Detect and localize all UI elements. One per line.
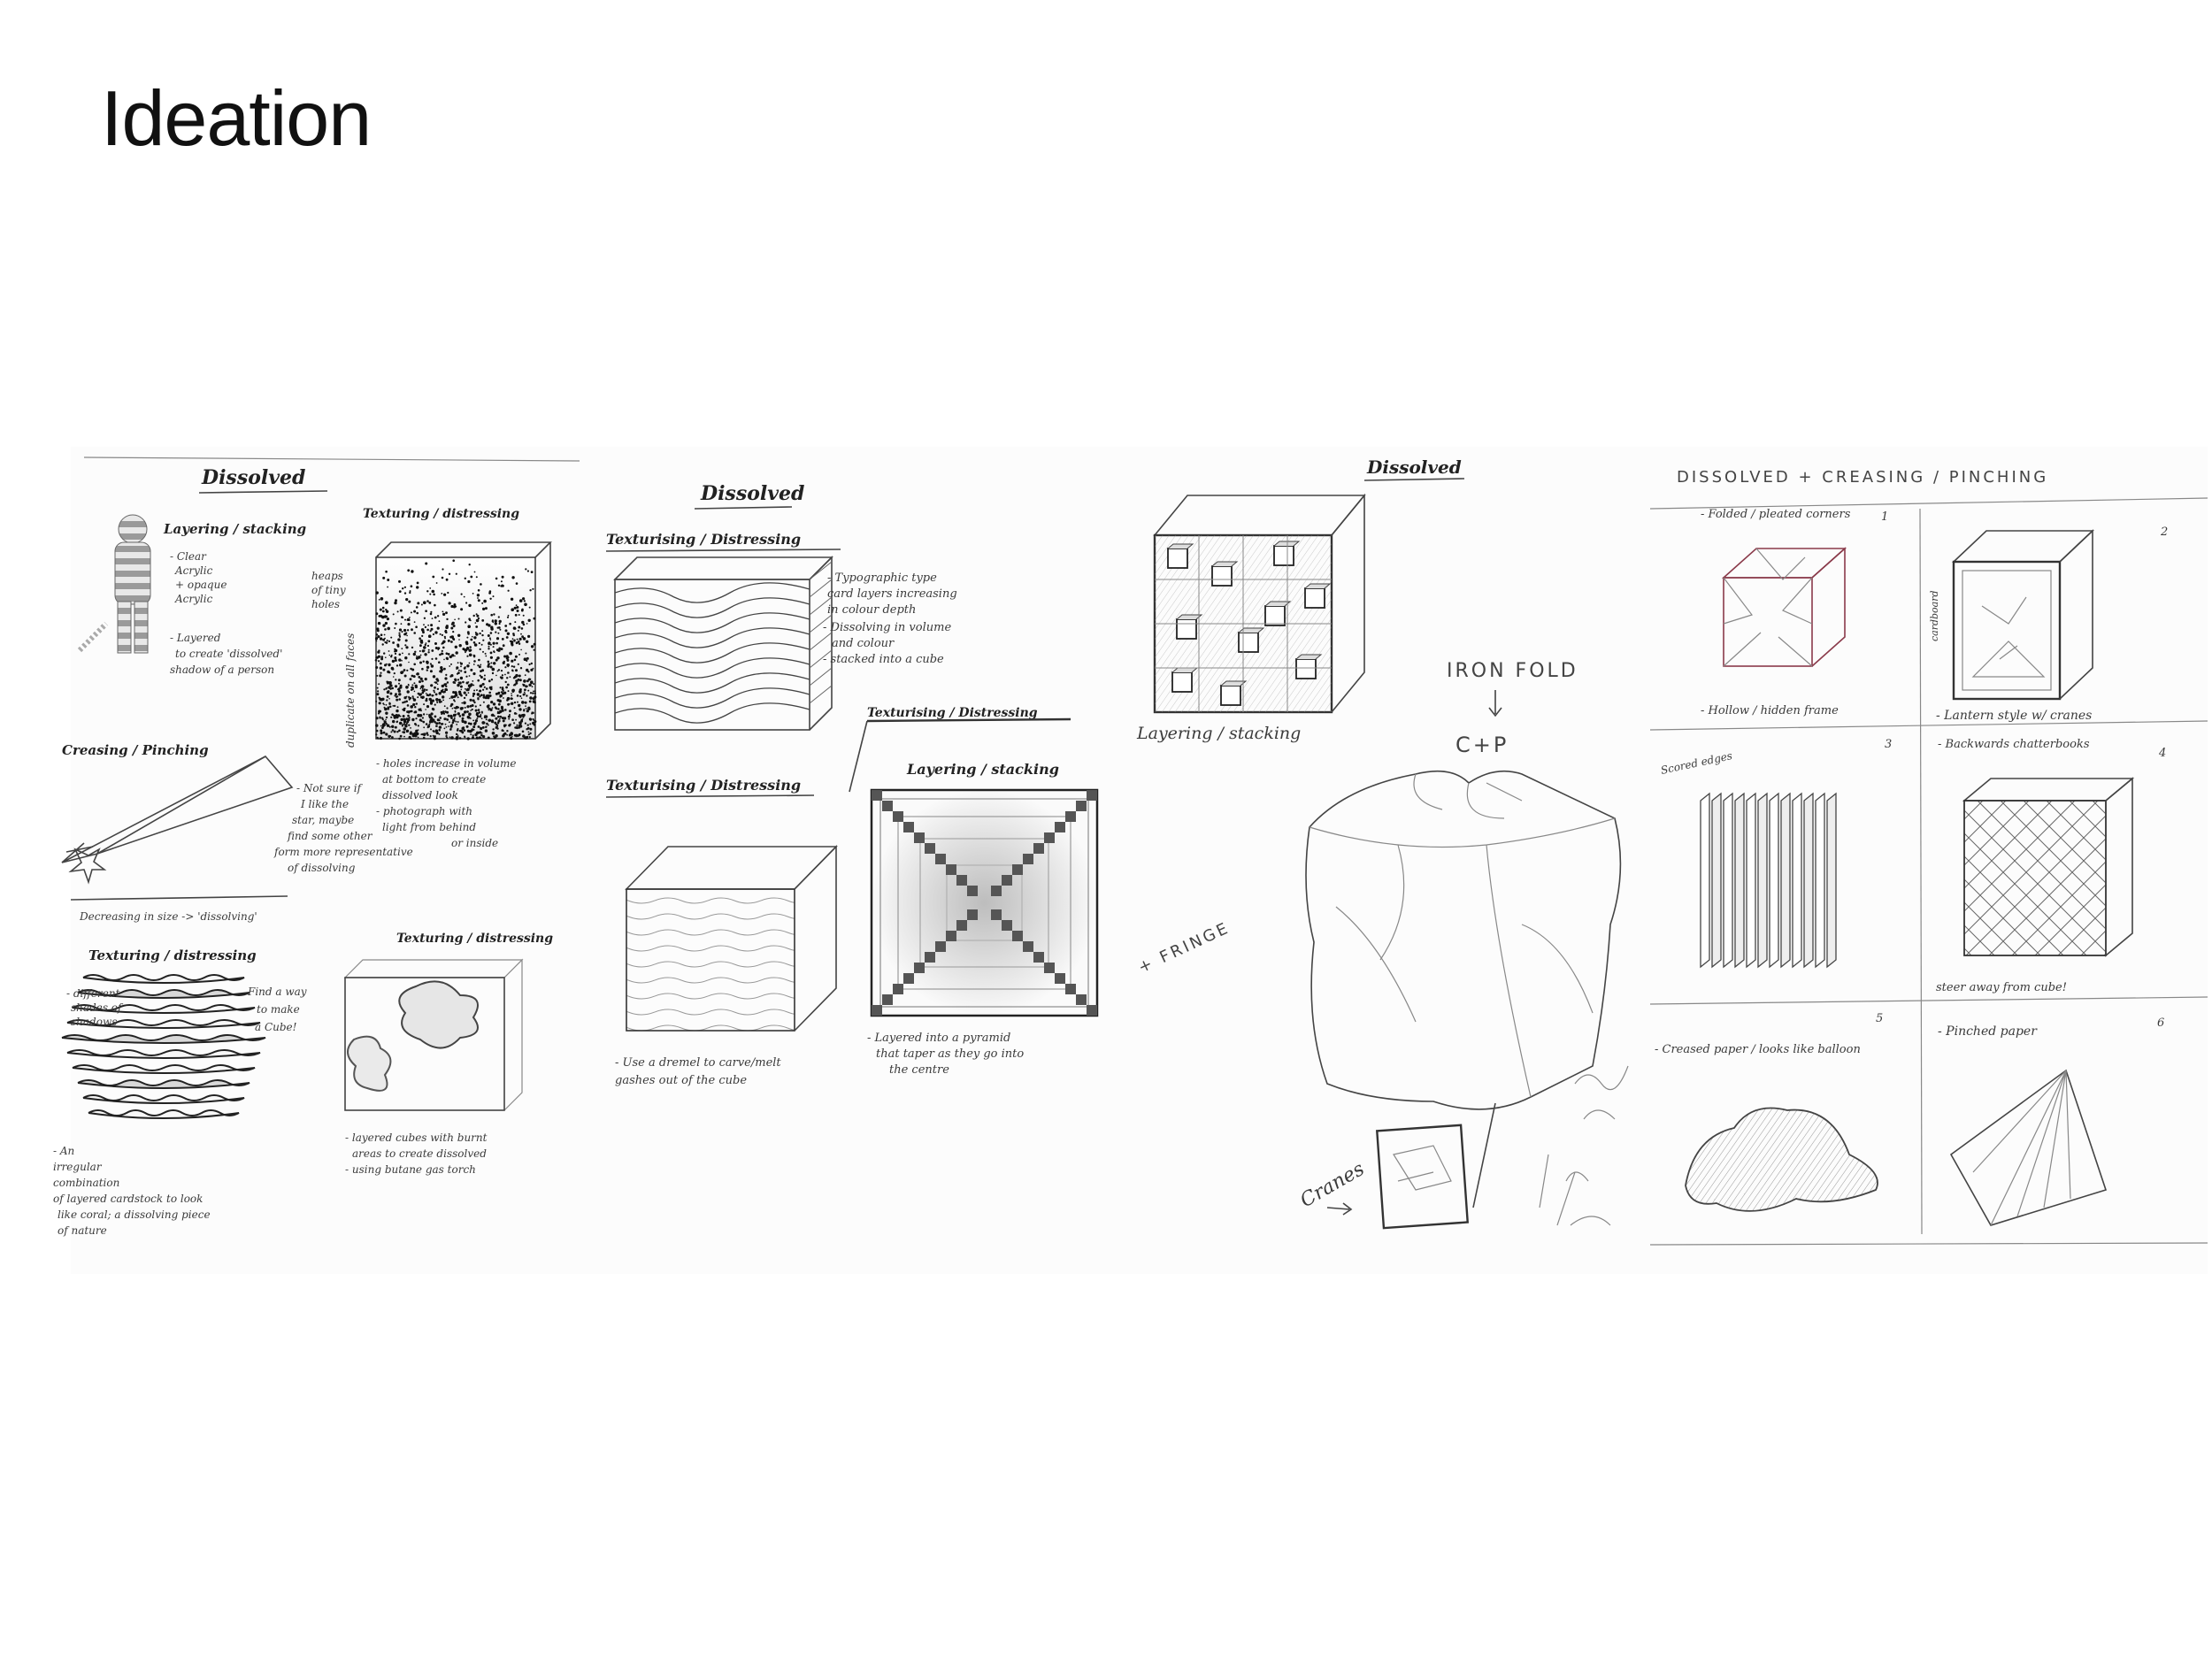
decreasing-note: Decreasing in size -> 'dissolving' — [80, 910, 257, 923]
typo-note: - Dissolving in volume — [823, 621, 952, 634]
sheet-3 — [1135, 456, 1628, 1228]
irregular-note: combination — [53, 1177, 120, 1189]
page-title: Ideation — [101, 74, 372, 162]
panel-1-label: - Folded / pleated corners — [1701, 508, 1851, 521]
layering-note: - Layered — [170, 632, 221, 644]
panel-6-number: 6 — [2157, 1016, 2165, 1030]
creasing-heading: Creasing / Pinching — [62, 742, 209, 758]
layers-note: shadows — [71, 1016, 118, 1028]
texturising-heading-1: Texturising / Distressing — [606, 531, 802, 548]
heaps-note: holes — [311, 598, 341, 610]
panel-4-number: 4 — [2159, 747, 2167, 760]
pyramid-x-sketch — [872, 790, 1097, 1016]
sheet4-heading: DISSOLVED + CREASING / PINCHING — [1677, 468, 2049, 487]
lantern-cube-sketch — [1954, 531, 2093, 699]
sheet2-heading: Dissolved — [701, 482, 805, 505]
find-way-note: Find a way — [248, 986, 307, 998]
iron-fold-label: IRON FOLD — [1447, 660, 1578, 682]
typo-note: card layers increasing — [827, 587, 957, 601]
paper-plane-sketch — [62, 756, 292, 882]
texturising-heading-2: Texturising / Distressing — [606, 777, 802, 794]
handwritten-scribbles — [1540, 1066, 1628, 1225]
pleated-cube-sketch — [1724, 548, 1845, 666]
panel-2-number: 2 — [2161, 525, 2169, 539]
star-note: star, maybe — [292, 814, 355, 826]
layering-note: Acrylic — [175, 593, 213, 605]
sheet-2 — [606, 482, 1097, 1087]
heaps-note: heaps — [311, 570, 343, 582]
star-note: of dissolving — [288, 862, 356, 874]
cranes-box-sketch — [1377, 1103, 1495, 1228]
find-way-note: a Cube! — [255, 1021, 297, 1033]
pinched-paper-sketch — [1951, 1070, 2106, 1225]
panel-5-number: 5 — [1876, 1012, 1884, 1025]
panel-1-footer: - Hollow / hidden frame — [1701, 704, 1839, 717]
crumpled-cube-sketch — [1306, 771, 1620, 1109]
irregular-note: of nature — [58, 1224, 107, 1237]
holes-note: - photograph with — [376, 805, 473, 817]
burnt-note: - layered cubes with burnt — [345, 1132, 488, 1144]
heaps-note: of tiny — [311, 584, 346, 596]
sheet-1 — [53, 457, 580, 1237]
typo-note: - Typographic type — [827, 572, 937, 585]
layers-note: shades of — [71, 1001, 122, 1014]
layering-note: to create 'dissolved' — [175, 648, 283, 660]
typo-note: - stacked into a cube — [823, 653, 944, 666]
irregular-note: like coral; a dissolving piece — [58, 1208, 211, 1221]
texturising-heading-3: Texturising / Distressing — [867, 706, 1038, 720]
star-note: I like the — [301, 798, 349, 810]
panel-6-label: - Pinched paper — [1938, 1024, 2037, 1039]
find-way-note: to make — [257, 1003, 300, 1016]
typo-note: in colour depth — [827, 603, 917, 617]
layering-note: shadow of a person — [170, 664, 275, 676]
panel-5-label: - Creased paper / looks like balloon — [1655, 1043, 1861, 1056]
texturing-heading-3: Texturing / distressing — [396, 932, 554, 946]
fringe-label: + FRINGE — [1135, 918, 1233, 978]
holes-note: or inside — [451, 837, 499, 849]
layers-note: - different — [66, 987, 120, 1000]
pyramid-note: the centre — [889, 1063, 949, 1077]
holes-note: dissolved look — [382, 789, 458, 802]
sheet3-heading: Dissolved — [1367, 456, 1462, 478]
layering-label: Layering / stacking — [1137, 724, 1302, 743]
grid-cube-sketch — [1155, 495, 1364, 712]
irregular-note: - An — [53, 1145, 75, 1157]
sketchbook-spread — [53, 447, 2208, 1274]
star-note: - Not sure if — [296, 782, 362, 794]
panel-4-label: - Backwards chatterbooks — [1938, 738, 2090, 751]
balloon-paper-sketch — [1686, 1108, 1878, 1211]
crinkle-label: C+P — [1455, 733, 1509, 757]
dremel-note: - Use a dremel to carve/melt — [615, 1056, 781, 1070]
panel-4-footer: steer away from cube! — [1936, 981, 2067, 994]
wood-cube-sketch — [626, 847, 836, 1031]
sheet-4 — [1650, 468, 2208, 1245]
burnt-cube-sketch — [345, 960, 522, 1110]
typo-note: and colour — [832, 637, 895, 650]
pyramid-note: - Layered into a pyramid — [867, 1032, 1011, 1045]
cranes-label: Cranes — [1296, 1158, 1369, 1213]
duplicate-note: duplicate on all faces — [344, 633, 357, 748]
star-note: form more representative — [274, 846, 413, 858]
scored-edges-sketch — [1701, 794, 1836, 967]
layering-note: + opaque — [175, 579, 227, 591]
holes-note: light from behind — [382, 821, 477, 833]
panel-3-number: 3 — [1885, 738, 1893, 751]
chatterbox-cube-sketch — [1964, 779, 2132, 955]
striped-figure-sketch — [80, 515, 150, 653]
panel-1-number: 1 — [1881, 510, 1889, 524]
irregular-note: irregular — [53, 1161, 102, 1173]
layering-heading: Layering / stacking — [164, 521, 307, 537]
burnt-note: - using butane gas torch — [345, 1163, 476, 1176]
dremel-note: gashes out of the cube — [615, 1074, 748, 1087]
layering-note: - Clear — [170, 550, 206, 563]
panel-3-label: Scored edges — [1659, 749, 1734, 777]
texturing-heading-1: Texturing / distressing — [363, 507, 520, 521]
layering-heading-2: Layering / stacking — [907, 761, 1059, 778]
layering-note: Acrylic — [175, 564, 213, 577]
sketches-svg — [53, 447, 2208, 1274]
wavy-cube-sketch — [615, 557, 832, 730]
panel-2-footer: - Lantern style w/ cranes — [1936, 709, 2093, 723]
holes-note: - holes increase in volume — [376, 757, 517, 770]
holes-note: at bottom to create — [382, 773, 487, 786]
pyramid-note: that taper as they go into — [876, 1047, 1025, 1061]
dotted-cube-sketch — [375, 542, 550, 740]
irregular-note: of layered cardstock to look — [53, 1193, 204, 1205]
star-note: find some other — [288, 830, 373, 842]
burnt-note: areas to create dissolved — [352, 1147, 487, 1160]
panel-2-side-label: cardboard — [1929, 590, 1940, 641]
sheet1-heading: Dissolved — [202, 466, 306, 489]
texturing-heading-2: Texturing / distressing — [88, 947, 257, 963]
